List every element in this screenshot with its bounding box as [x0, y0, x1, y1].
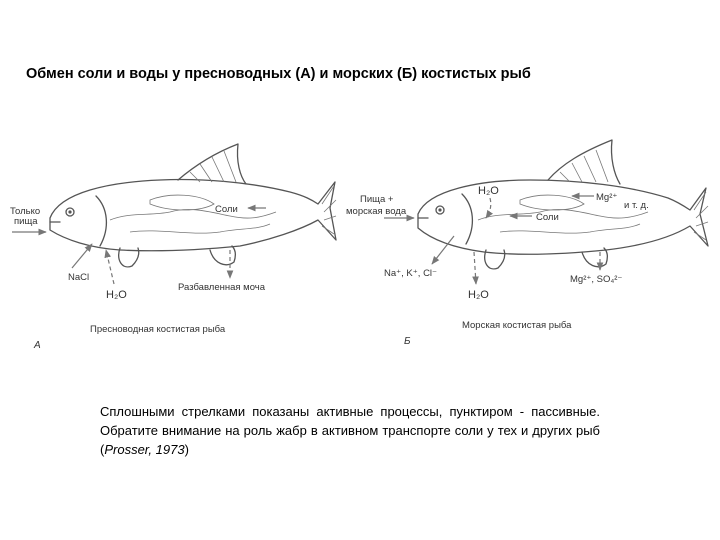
fish-b-ions-label: Na⁺, K⁺, Cl⁻ [384, 268, 438, 279]
fish-a-gill-arc [96, 196, 106, 246]
fish-b-mg-so4-label: Mg²⁺, SO₄²⁻ [570, 274, 623, 285]
fish-a-h2o-label: H₂O [106, 289, 127, 301]
fish-a-nacl-label: NaCl [68, 272, 90, 283]
fish-b-input-label-line1: Пища + [360, 194, 394, 205]
fish-a-salt-label: Соли [215, 204, 238, 215]
fish-b-etc-label: и т. д. [624, 200, 649, 211]
fish-b-input-label-line2: морская вода [346, 206, 407, 217]
fish-b-gut [478, 209, 648, 220]
fish-a-dorsal-fin [178, 144, 246, 184]
figure-caption [100, 402, 600, 459]
caption-citation: Prosser, 1973 [104, 442, 185, 457]
fish-b-body-outline [418, 180, 708, 254]
fish-a-urine-label: Разбавленная моча [178, 282, 266, 293]
fish-b-salt-label: Соли [536, 212, 559, 223]
fish-b-letter: Б [404, 336, 411, 347]
fish-a-input-label-line2: пища [14, 216, 38, 227]
fish-a-body-outline [50, 180, 336, 251]
freshwater-fish [10, 144, 336, 351]
caption-text: Сплошными стрелками показаны активные процессы, пунктиром - пассивные. Обратите внимание на роль жабр в активном транспорте соли у тех и других рыб ( [100, 404, 600, 457]
fish-b-h2o-bottom-arrow [474, 252, 476, 284]
fish-b-caption: Морская костистая рыба [462, 320, 572, 331]
fish-a-letter: А [34, 340, 41, 351]
fish-b-gill-arc [462, 194, 472, 244]
fish-b-ions-arrow [432, 236, 454, 264]
fish-a-nacl-arrow [72, 244, 92, 268]
fish-diagram [0, 100, 720, 370]
fish-b-mg-label: Mg²⁺ [596, 192, 618, 203]
fish-a-caption: Пресноводная костистая рыба [90, 324, 226, 335]
caption-close: ) [184, 442, 189, 457]
fish-b-dorsal-fin [548, 140, 620, 184]
fish-a-h2o-arrow [106, 250, 114, 284]
fish-b-h2o-top-label: H₂O [478, 185, 499, 197]
fish-a-input-label-line1: Только [10, 206, 41, 217]
fish-a-gut [110, 209, 276, 220]
marine-fish [346, 140, 708, 347]
page-title: Обмен соли и воды у пресноводных (А) и морских (Б) костистых рыб [26, 66, 531, 82]
fish-b-h2o-bottom-label: H₂O [468, 289, 489, 301]
fish-b-h2o-top-arrow [486, 198, 491, 218]
